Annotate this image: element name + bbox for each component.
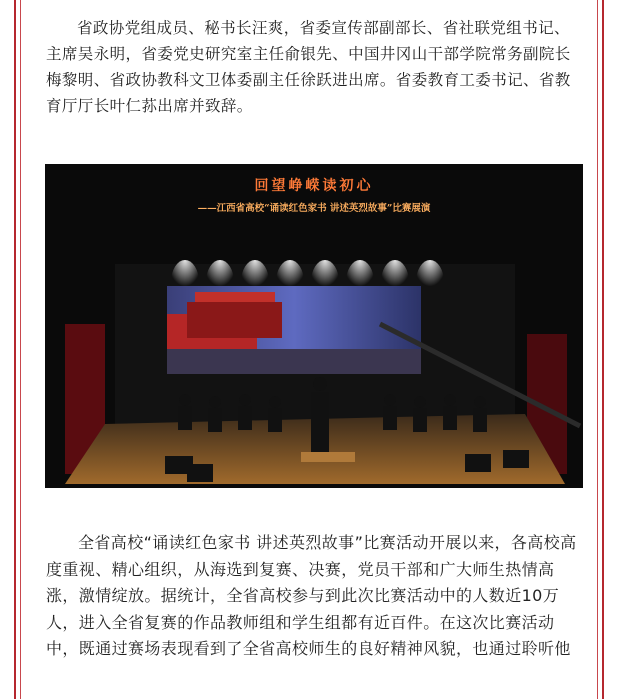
article-paragraph-2: 全省高校“诵读红色家书 讲述英烈故事”比赛活动开展以来，各高校高度重视、精心组织，从海选到复赛、决赛，党员干部和广大师生热情高涨，激情绽放。据统计，全省高校参与到此次比赛活动中的人数近10万人，进入全省复赛的作品教师组和学生组都有近百件。在这次比赛活动中，既通过赛场表现看到了全省高校师生的良好精神风貌，也通过聆听他: [46, 533, 577, 658]
page-border-left-inner: [20, 0, 21, 699]
concert-photo: [45, 164, 583, 488]
photo-banner-subtitle: ——江西省高校“诵读红色家书 讲述英烈故事”比赛展演: [197, 203, 431, 214]
page-border-right: [602, 0, 604, 699]
page-border-left: [14, 0, 16, 699]
photo-banner-title: 回望峥嵘读初心: [254, 178, 374, 194]
page-border-right-inner: [597, 0, 598, 699]
article-paragraph-1: 省政协党组成员、秘书长汪爽，省委宣传部副部长、省社联党组书记、主席吴永明，省委党史研究室主任俞银先、中国井冈山干部学院常务副院长梅黎明、省政协教科文卫体委副主任徐跃进出席。省委教育工委书记、省教育厅厅长叶仁荪出席并致辞。: [46, 19, 571, 115]
